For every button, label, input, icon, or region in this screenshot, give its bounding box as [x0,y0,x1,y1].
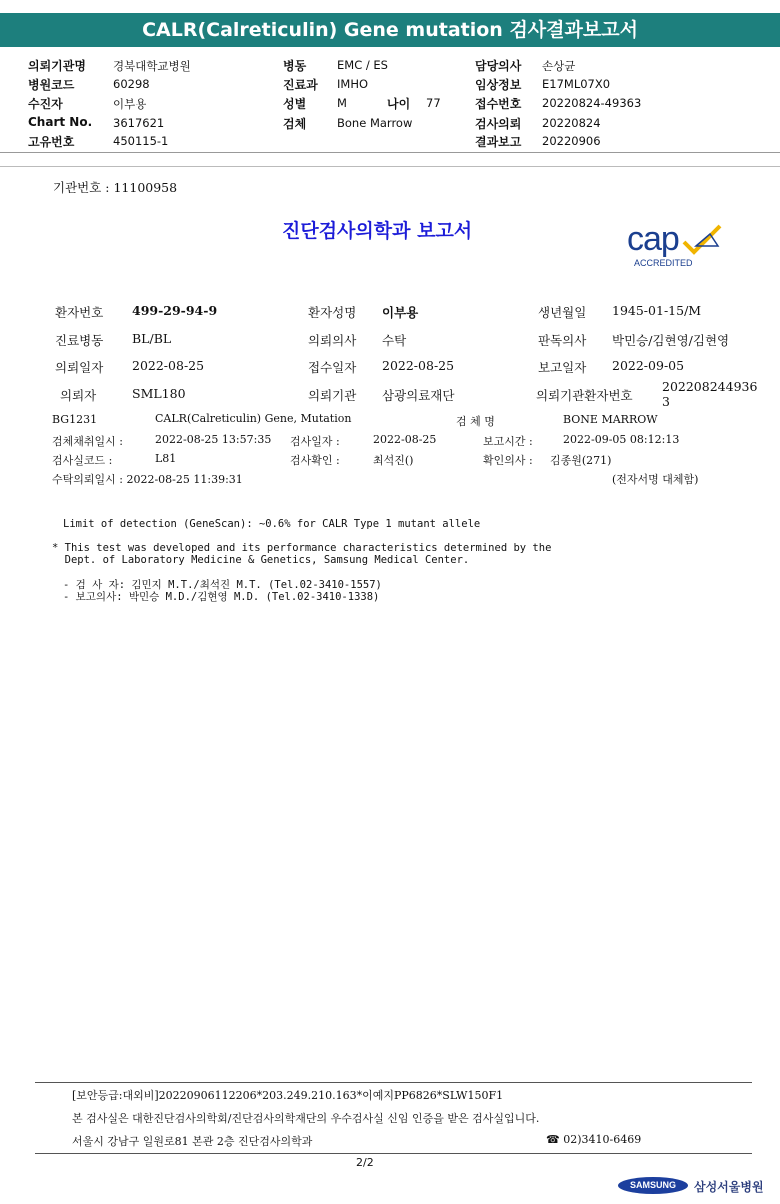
label-unique-no: 고유번호 [28,135,75,149]
department-phone: ☎ 02)3410-6469 [546,1133,642,1146]
limit-of-detection: Limit of detection (GeneScan): ~0.6% for CALR Type 1 mutant allele [63,518,481,530]
cap-logo-word: cap [627,220,679,258]
value-accession-no: 20220824-49363 [542,96,642,110]
label-report-date: 보고일자 [538,360,587,375]
value-ward: EMC / ES [337,58,388,72]
label-ward: 진료병동 [55,333,104,348]
development-note-1: * This test was developed and its performance characteristics determined by the [52,542,552,554]
label-confirming-doctor: 확인의사 : [483,454,533,467]
reporting-doctor-contact: - 보고의사: 박민승 M.D./김현영 M.D. (Tel.02-3410-1338) [63,591,380,603]
report-banner-title: CALR(Calreticulin) Gene mutation 검사결과보고서 [0,13,780,47]
footer-divider-top [35,1082,752,1083]
label-patient: 수진자 [28,97,63,111]
test-code: BG1231 [52,413,98,426]
label-requesting-institution: 의뢰기관 [308,388,357,403]
value-patient-number: 499-29-94-9 [132,303,218,318]
value-lab-code: L81 [155,452,177,465]
value-birth-date: 1945-01-15/M [612,303,702,318]
value-confirming-doctor: 김종원(271) [550,454,612,467]
report-title: 진단검사의학과 보고서 [282,220,473,242]
label-test-date: 검사일자 : [290,435,340,448]
value-ward-bl: BL/BL [132,331,172,346]
label-physician: 담당의사 [475,59,522,73]
value-physician: 손상균 [542,59,576,73]
value-clinical-info: E17ML07X0 [542,77,611,91]
header-divider [0,152,780,153]
tester-contact: - 검 사 자: 김민지 M.T./최석진 M.T. (Tel.02-3410-1557) [63,579,382,591]
value-institution-patient-no-1: 202208244936 [662,379,758,394]
label-specimen: 검체 [283,117,307,131]
label-requesting-doctor: 의뢰의사 [308,333,357,348]
label-test-request: 검사의뢰 [475,117,522,131]
label-chart-no: Chart No. [28,115,93,129]
samsung-logo: SAMSUNG [618,1177,688,1194]
label-patient-number: 환자번호 [55,305,104,320]
value-collection-time: 2022-08-25 13:57:35 [155,433,272,446]
footer-divider-bottom [35,1153,752,1154]
label-clinical-info: 임상정보 [475,78,522,92]
label-age: 나이 [387,97,411,111]
label-institution-patient-no: 의뢰기관환자번호 [536,388,633,403]
label-reading-doctor: 판독의사 [538,333,587,348]
value-requesting-institution: 삼광의료재단 [382,388,455,403]
label-hospital-code: 병원코드 [28,78,75,92]
agency-number: 기관번호 : 11100958 [53,180,178,195]
label-department: 진료과 [283,78,318,92]
label-request-date: 의뢰일자 [55,360,104,375]
value-report-date: 2022-09-05 [612,358,685,373]
value-institution-patient-no-2: 3 [662,394,670,409]
label-result-report: 결과보고 [475,135,522,149]
value-sex: M [337,96,347,110]
value-test-date: 2022-08-25 [373,433,437,446]
value-age: 77 [426,96,441,110]
value-hospital-code: 60298 [113,77,150,91]
header-divider-2 [0,166,780,167]
hospital-name-logo: 삼성서울병원 [694,1180,764,1194]
value-patient: 이부용 [113,97,147,111]
label-report-time: 보고시간 : [483,435,533,448]
label-patient-name: 환자성명 [308,305,357,320]
test-name: CALR(Calreticulin) Gene, Mutation [155,412,352,425]
development-note-2: Dept. of Laboratory Medicine & Genetics, Samsung Medical Center. [52,554,470,566]
value-reading-doctor: 박민승/김현영/김현영 [612,333,730,348]
value-result-report: 20220906 [542,134,601,148]
value-report-time: 2022-09-05 08:12:13 [563,433,680,446]
value-unique-no: 450115-1 [113,134,169,148]
cap-accredited-text: ACCREDITED [634,258,693,268]
value-requesting-org: 경북대학교병원 [113,59,191,73]
esign-note: (전자서명 대체함) [612,473,699,486]
certification-note: 본 검사실은 대한진단검사의학회/진단검사의학재단의 우수검사실 신임 인증을 받은 검사실입니다. [72,1112,540,1125]
value-requesting-doctor: 수탁 [382,333,407,348]
value-test-confirm: 최석진() [373,454,414,467]
value-receipt-date: 2022-08-25 [382,358,455,373]
label-accession-no: 접수번호 [475,97,522,111]
value-request-date: 2022-08-25 [132,358,205,373]
security-line: [보안등급:대외비]20220906112206*203.249.210.163*이예지PP6826*SLW150F1 [72,1089,504,1102]
label-collection-time: 검체채취일시 : [52,435,123,448]
value-specimen: Bone Marrow [337,116,413,130]
commission-datetime: 수탁의뢰일시 : 2022-08-25 11:39:31 [52,473,243,486]
label-ward: 병동 [283,59,307,73]
value-chart-no: 3617621 [113,116,165,130]
label-sex: 성별 [283,97,307,111]
cap-check-icon [680,222,724,256]
department-address: 서울시 강남구 일원로81 본관 2층 진단검사의학과 [72,1135,313,1148]
specimen-name-value: BONE MARROW [563,413,658,426]
label-birth-date: 생년월일 [538,305,587,320]
value-test-request: 20220824 [542,116,601,130]
label-requesting-org: 의뢰기관명 [28,59,86,73]
label-lab-code: 검사실코드 : [52,454,113,467]
value-patient-name: 이부용 [382,305,419,320]
label-requester: 의뢰자 [60,388,97,403]
value-department: IMHO [337,77,369,91]
specimen-name-label: 검 체 명 [456,415,495,428]
page-number: 2/2 [356,1156,374,1169]
value-requester: SML180 [132,386,186,401]
label-receipt-date: 접수일자 [308,360,357,375]
label-test-confirm: 검사확인 : [290,454,340,467]
